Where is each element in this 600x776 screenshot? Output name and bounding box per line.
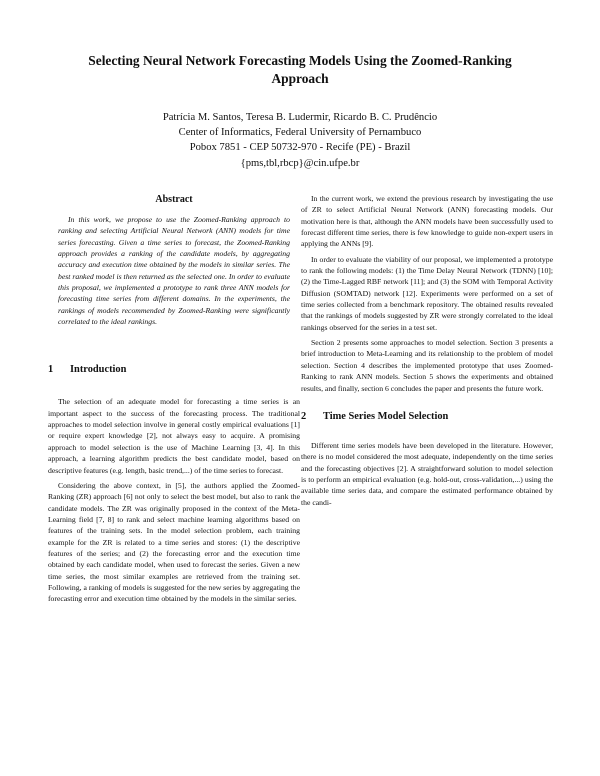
paragraph: Section 2 presents some approaches to model selection. Section 3 presents a brief introduction to Meta-Learning and its relationship to the problem of model selection. Section 4 describes the implemented prototype that uses Zoomed-Ranking to rank ANN models. Section 5 shows the experiments and obtained results, and finally, section 6 concludes the paper and presents the future work. [301, 338, 553, 393]
affiliation: Center of Informatics, Federal University of Pernambuco [178, 127, 422, 139]
postal-address: Pobox 7851 - CEP 50732-970 - Recife (PE) - Brazil [189, 142, 411, 154]
section-heading-model-selection [301, 410, 553, 424]
section-title: Introduction [70, 364, 127, 376]
paragraph: In order to evaluate the viability of our proposal, we implemented a prototype to rank the following models: (1) the Time Delay Neural Network (TDNN) [10]; (2) the Time-Lagged RBF network [11]; and (3) the SOM with Temporal Activity Diffusion (SOMTAD) network [12]. Experiments were performed on a set of time series collected from a benchmark repository. The obtained results revealed that the rankings of models suggested by ZR were strongly correlated to the ideal rankings observed for the series in a test set. [301, 254, 553, 332]
paragraph: Different time series models have been developed in the literature. However, there is no model considered the most adequate, independently on the time series and the forecasting objectives [2]. A straightforward solution to model selection is to perform an empirical evaluation (e.g. hold-out, cross-validation,...) using the available time series data, and compare the estimated performance obtained by the candi- [301, 440, 553, 507]
author-block [80, 110, 520, 171]
section-title: Time Series Model Selection [323, 410, 449, 422]
left-column [48, 193, 300, 609]
paragraph: In the current work, we extend the previous research by investigating the use of ZR to select Artificial Neural Network (ANN) forecasting models. Our motivation here is that, although the ANN models have been successfully used to forecast different time series, there is few knowledge to guide non-expert users in applying the ANNs [9]. [301, 194, 553, 249]
section-number: 1 [48, 364, 54, 376]
right-column [301, 193, 553, 512]
section-number: 2 [301, 410, 307, 422]
section-heading-introduction [48, 363, 300, 377]
email: {pms,tbl,rbcp}@cin.ufpe.br [240, 157, 360, 169]
paper-title: Selecting Neural Network Forecasting Models Using the Zoomed-Ranking Approach [88, 53, 512, 86]
paragraph: Considering the above context, in [5], the authors applied the Zoomed-Ranking (ZR) approach [6] not only to select the best model, but also to rank the candidate models. The ZR was originally proposed in the context of the Meta-Learning field [7, 8] to rank and select machine learning algorithms based on features of the training sets. In the model selection problem, each training example for the ZR is related to a time series and stores: (1) the descriptive features of the series; and (2) the forecasting error and the execution time obtained by each candidate model, when used to forecast the series. Given a new time series, the most similar examples are retrieved from the training set. Following, a ranking of models is suggested for the new series by aggregating the forecasting error and execution time obtained by the models in the similar series. [48, 480, 300, 604]
abstract-heading: Abstract [155, 194, 193, 205]
abstract-text: In this work, we propose to use the Zoomed-Ranking approach to ranking and selecting Artificial Neural Network (ANN) models for time series forecasting. Given a time series to forecast, the Zoomed-Ranking approach provides a ranking of the candidate models, by aggregating accuracy and execution time obtained by the models in similar series. The best ranked model is then returned as the selected one. In order to evaluate this proposal, we implemented a prototype to rank three ANN models for forecasting time series from different domains. In the experiments, the rankings of models recommended by Zoomed-Ranking were significantly correlated to the ideal rankings. [58, 215, 290, 327]
paragraph: The selection of an adequate model for forecasting a time series is an important aspect to the success of the forecasting process. The traditional approaches to model selection involve in general costly empirical evaluations [1] or require expert knowledge [2], not always easy to acquire. A promising approach to model selection is the use of Machine Learning [3, 4]. In this approach, a learning algorithm predicts the best candidate model, based on descriptive features (e.g. length, basic trend,...) of the time series to forecast. [48, 397, 300, 475]
author-names: Patrícia M. Santos, Teresa B. Ludermir, Ricardo B. C. Prudêncio [162, 112, 438, 123]
